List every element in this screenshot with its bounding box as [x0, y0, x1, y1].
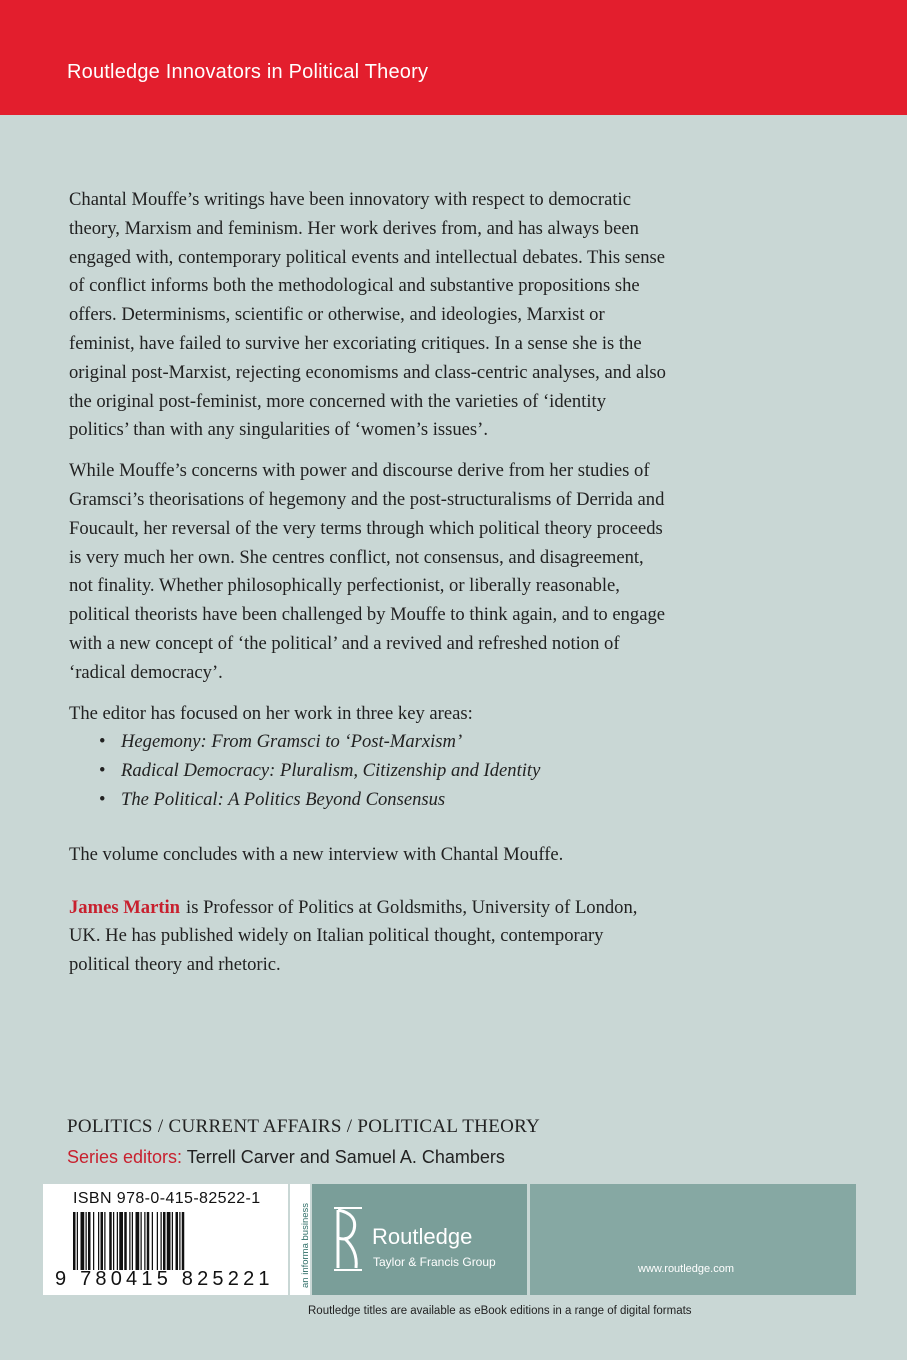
barcode-digits: 9 780415 825221	[55, 1268, 274, 1290]
focus-item: • Radical Democracy: Pluralism, Citizenship and Identity	[69, 757, 669, 786]
series-editors-label: Series editors:	[67, 1147, 183, 1167]
description	[69, 186, 669, 980]
description-paragraph-1: Chantal Mouffe’s writings have been innovatory with respect to democratic theory, Marxism and feminism. Her work derives from, and has always been engaged with, contemporary political events and intellectual debates. This sense of conflict informs both the methodological and substantive propositions she offers. Determinisms, scientific or otherwise, and ideologies, Marxist or feminist, have failed to survive her excoriating critiques. In a sense she is the original post-Marxist, rejecting economisms and class-centric analyses, and also the original post-feminist, more concerned with the varieties of ‘identity politics’ than with any singularities of ‘women’s issues’.	[69, 189, 666, 441]
series-title: Routledge Innovators in Political Theory	[67, 61, 429, 83]
editor-bio: is Professor of Politics at Goldsmiths, University of London, UK. He has published widely on Italian political thought, contemporary political theory and rhetoric.	[69, 896, 638, 976]
isbn-label: ISBN 978-0-415-82522-1	[73, 1190, 261, 1207]
publisher-name: Routledge	[372, 1224, 473, 1249]
url-panel	[530, 1184, 856, 1295]
publisher-panel	[312, 1184, 527, 1295]
informa-strip	[290, 1184, 310, 1295]
publisher-subtitle: Taylor & Francis Group	[373, 1255, 496, 1269]
description-paragraph-2: While Mouffe’s concerns with power and discourse derive from her studies of Gramsci’s theorisations of hegemony and the post-structuralisms of Derrida and Foucault, her reversal of the very terms through which political theory proceeds is very much her own. She centres conflict, not consensus, and disagreement, not finality. Whether philosophically perfectionist, or liberally reasonable, political theorists have been challenged by Mouffe to think again, and to engage with a new concept of ‘the political’ and a revived and refreshed notion of ‘radical democracy’.	[69, 460, 666, 683]
focus-item: • The Political: A Politics Beyond Consensus	[69, 786, 669, 815]
focus-item: • Hegemony: From Gramsci to ‘Post-Marxism’	[69, 728, 669, 757]
routledge-logo-icon	[332, 1206, 364, 1272]
focus-intro: The editor has focused on her work in three key areas:	[69, 702, 473, 724]
series-editors-names: Terrell Carver and Samuel A. Chambers	[186, 1147, 505, 1167]
conclusion: The volume concludes with a new interview with Chantal Mouffe.	[69, 843, 564, 865]
ebook-note: Routledge titles are available as eBook editions in a range of digital formats	[308, 1305, 692, 1317]
publisher-url[interactable]: www.routledge.com	[638, 1263, 734, 1275]
focus-list	[69, 728, 669, 814]
editor-name: James Martin	[69, 896, 181, 918]
editor-bio-block	[69, 894, 669, 980]
header-band	[0, 0, 907, 115]
series-editors	[67, 1147, 505, 1168]
informa-label: an informa business	[300, 1202, 311, 1288]
barcode-icon	[73, 1212, 273, 1270]
subject-categories: POLITICS / CURRENT AFFAIRS / POLITICAL THEORY	[67, 1116, 541, 1137]
barcode-block	[43, 1184, 288, 1295]
